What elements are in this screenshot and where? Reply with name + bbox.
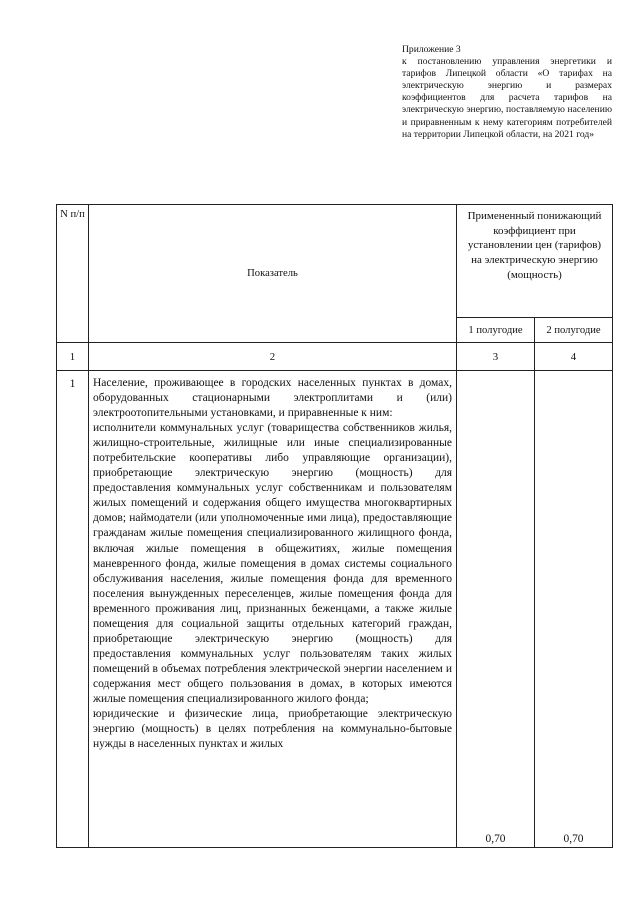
appendix-header-note — [402, 44, 612, 141]
column-number: 4 — [535, 343, 613, 371]
coefficient-first-half: 0,70 — [457, 371, 535, 848]
coefficient-second-half: 0,70 — [535, 371, 613, 848]
appendix-title: Приложение 3 — [402, 44, 461, 55]
indicator-paragraph: исполнители коммунальных услуг (товарищества собственников жилья, жилищно-строительные, жилищные или иные специализированные потребительские кооперативы либо управляющие организации), приобретающие электрическую энергию (мощность) для предоставления коммунальных услуг собственникам и пользователям жилых помещений и содержания общего имущества многоквартирных домов; наймодатели (или уполномоченные ими лица), предоставляющие гражданам жилые помещения специализированного жилищного фонда, включая жилые помещения в общежитиях, жилые помещения маневренного фонда, жилые помещения в домах системы социального обслуживания населения, жилые помещения фонда для временного поселения вынужденных переселенцев, жилые помещения фонда для временного проживания лиц, признанных беженцами, а также жилые помещения для социальной защиты отдельных категорий граждан, приобретающие электрическую энергию (мощность) для предоставления коммунальных услуг пользователям таких жилых помещений в объемах потребления электрической энергии населением и содержания мест общего пользования в домах, в которых имеются жилые помещения специализированного жилого фонда; — [93, 422, 452, 705]
indicator-paragraph: Население, проживающее в городских населенных пунктах в домах, оборудованных стационарными электроплитами и (или) электроотопительными установками, и приравненные к ним: — [93, 377, 452, 420]
coefficient-table — [56, 204, 613, 848]
header-coefficient: Примененный понижающий коэффициент при установлении цен (тарифов) на электрическую энергию (мощность) — [457, 205, 613, 318]
indicator-paragraph: юридические и физические лица, приобретающие электрическую энергию (мощность) в целях потребления на коммунально-бытовые нужды в населенных пунктах и жилых — [93, 708, 452, 751]
header-indicator: Показатель — [89, 205, 457, 343]
header-row-number: N п/п — [57, 205, 89, 343]
column-number-row — [57, 343, 613, 371]
column-number: 1 — [57, 343, 89, 371]
table-row — [57, 371, 613, 848]
row-number: 1 — [57, 371, 89, 848]
header-first-half: 1 полугодие — [457, 318, 535, 343]
indicator-text — [89, 371, 457, 848]
appendix-reference: к постановлению управления энергетики и тарифов Липецкой области «О тарифах на электрическую энергию и размерах коэффициентов для расчета тарифов на электрическую энергию, поставляемую населению и приравненным к нему категориям потребителей на территории Липецкой области, на 2021 год» — [402, 56, 612, 140]
column-number: 2 — [89, 343, 457, 371]
column-number: 3 — [457, 343, 535, 371]
header-second-half: 2 полугодие — [535, 318, 613, 343]
